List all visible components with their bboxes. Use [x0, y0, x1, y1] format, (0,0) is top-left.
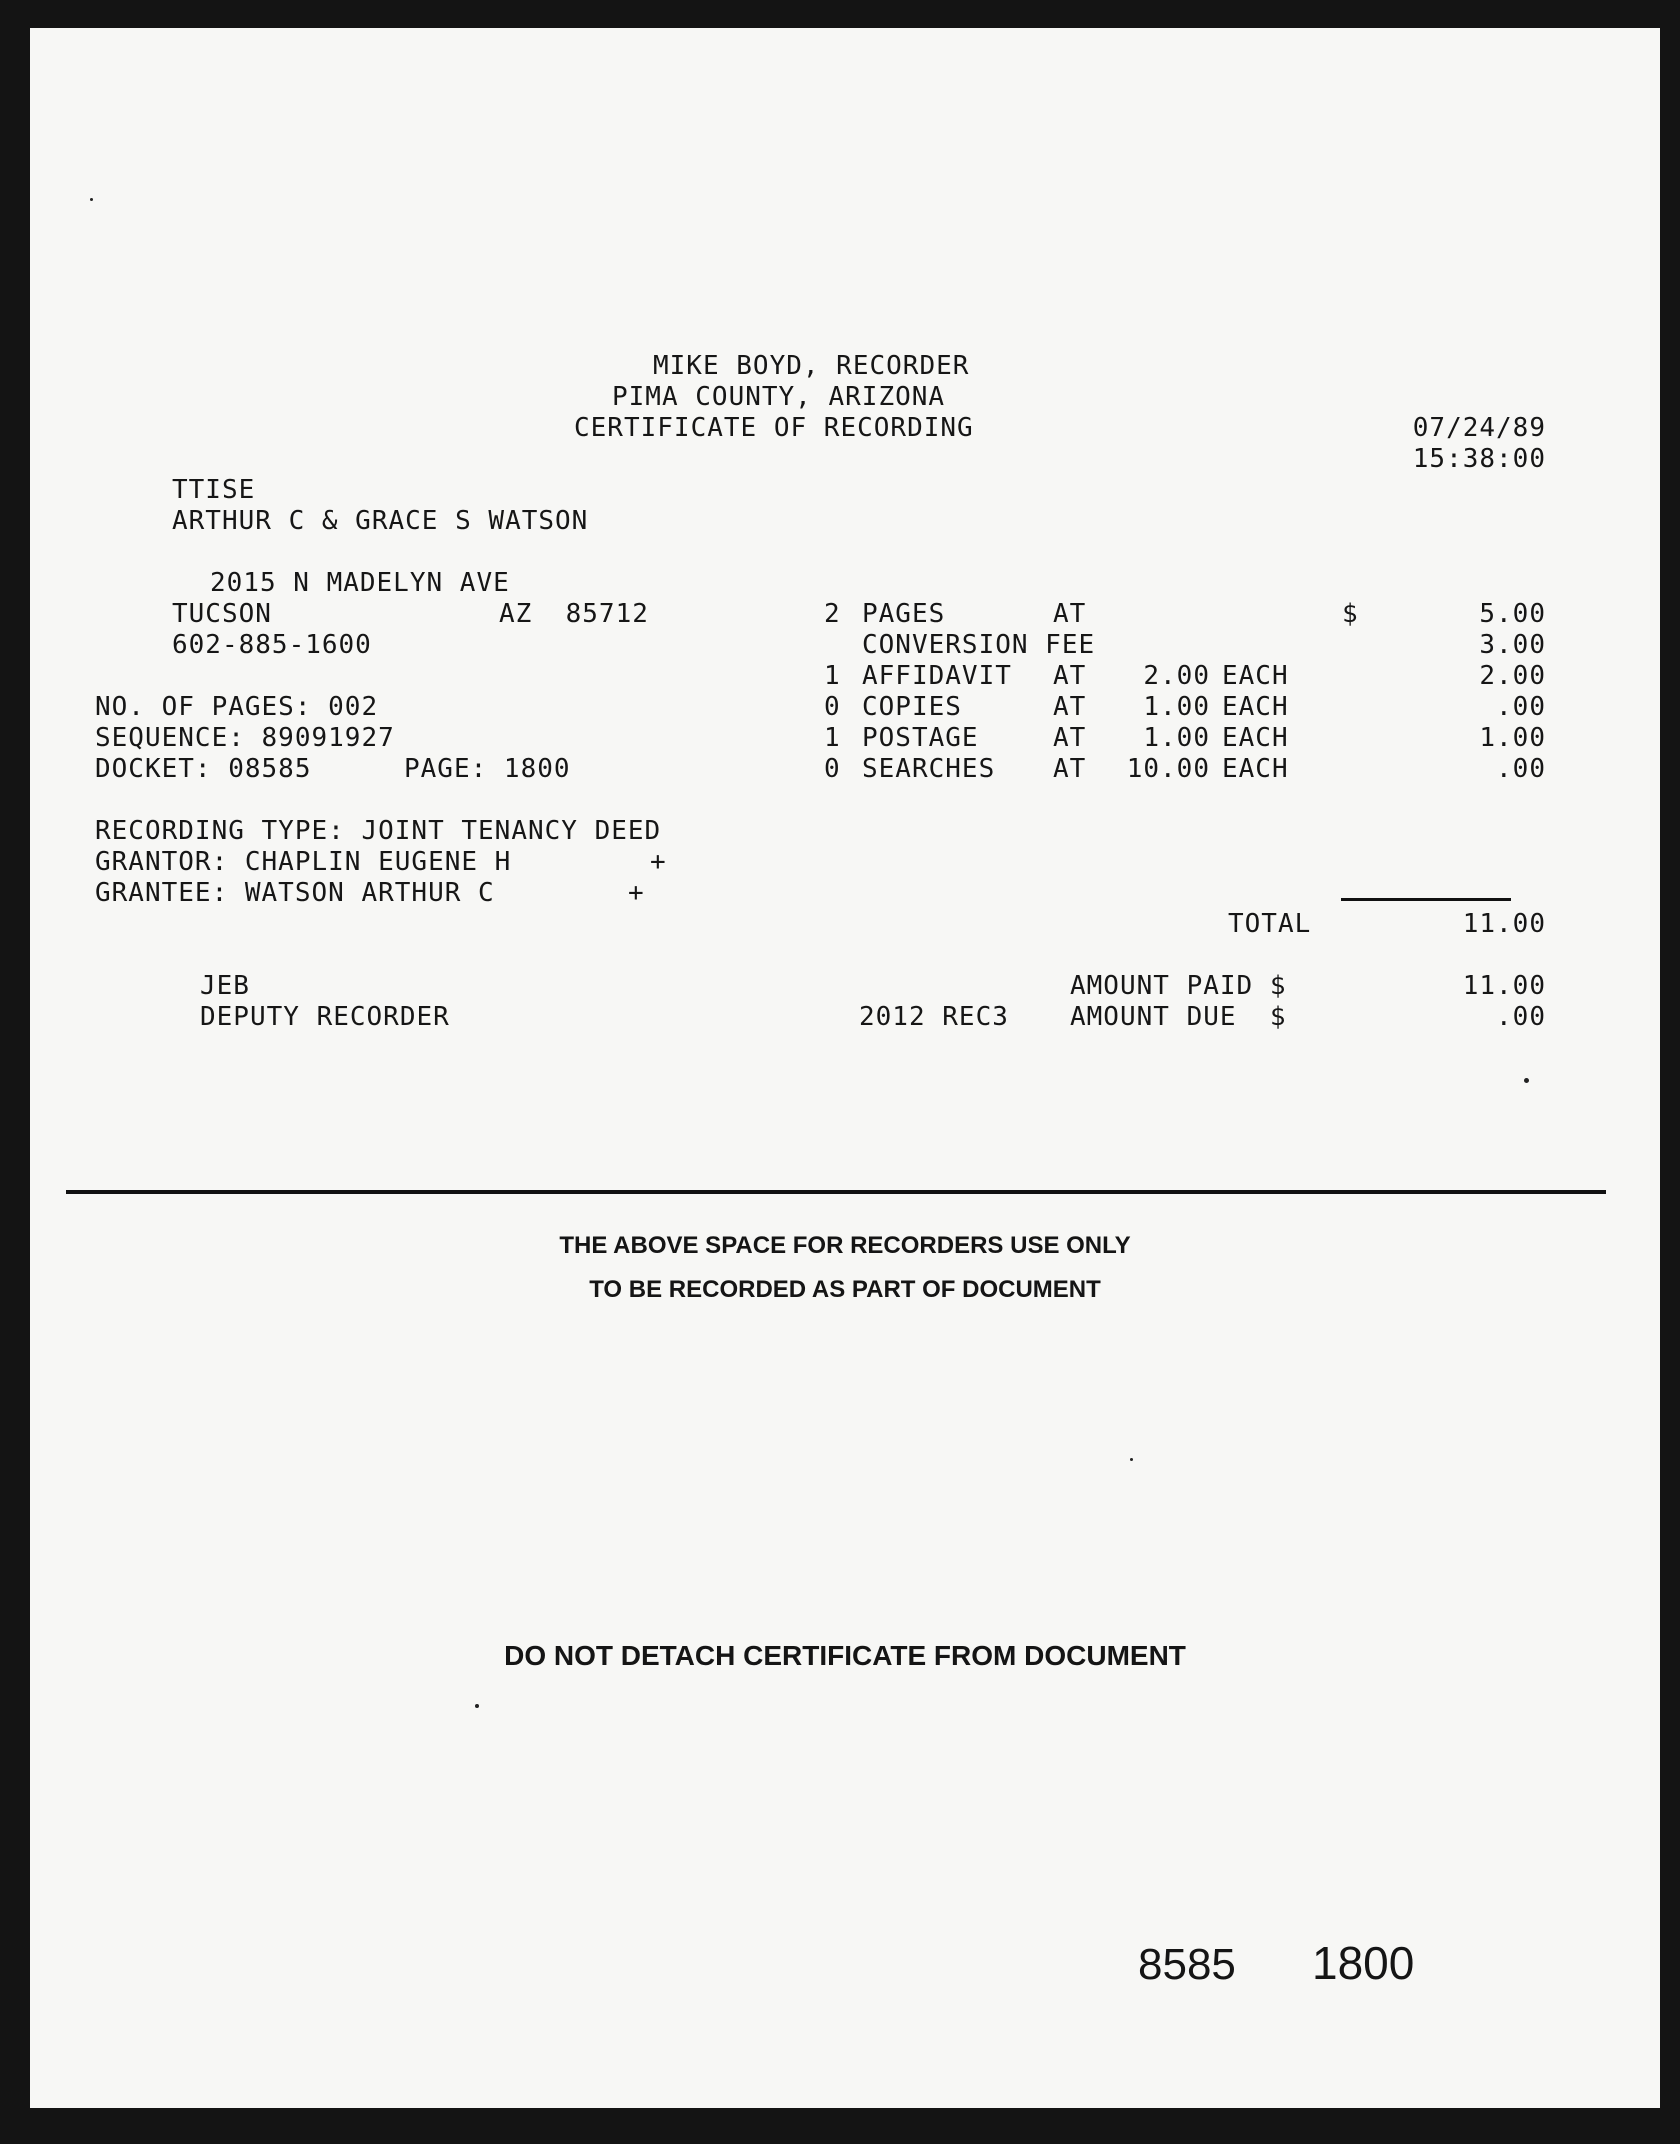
fee-at: AT — [1053, 723, 1087, 753]
fee-amount: .00 — [1496, 754, 1546, 784]
stamp-page: 1800 — [1312, 1937, 1415, 1989]
record-as-part-notice: TO BE RECORDED AS PART OF DOCUMENT — [589, 1276, 1101, 1303]
fee-qty: 0 — [824, 692, 841, 722]
total-label: TOTAL — [1228, 909, 1312, 939]
fee-currency: $ — [1342, 599, 1359, 629]
page-number: PAGE: 1800 — [404, 754, 571, 784]
party-city: TUCSON — [172, 599, 272, 629]
fee-at: AT — [1053, 754, 1087, 784]
amount-paid: 11.00 — [1462, 971, 1546, 1001]
fee-qty: 0 — [824, 754, 841, 784]
fee-rate: 10.00 — [1126, 754, 1210, 784]
fee-amount: 1.00 — [1479, 723, 1546, 753]
fee-item: CONVERSION FEE — [862, 630, 1096, 660]
amount-due: .00 — [1496, 1002, 1546, 1032]
certificate-page — [30, 28, 1660, 2108]
scan-speck — [1130, 1458, 1133, 1461]
docket-number: DOCKET: 08585 — [95, 754, 312, 784]
scan-speck — [1524, 1078, 1529, 1083]
record-time: 15:38:00 — [1412, 444, 1546, 474]
fee-qty: 1 — [824, 723, 841, 753]
party-name: ARTHUR C & GRACE S WATSON — [172, 506, 589, 536]
recorder-name: MIKE BOYD, RECORDER — [653, 351, 970, 381]
fee-item: PAGES — [862, 599, 946, 629]
amount-due-label: AMOUNT DUE $ — [1070, 1002, 1287, 1032]
fee-each: EACH — [1222, 723, 1289, 753]
fee-qty: 2 — [824, 599, 841, 629]
fee-at: AT — [1053, 692, 1087, 722]
fee-each: EACH — [1222, 661, 1289, 691]
fee-item: SEARCHES — [862, 754, 996, 784]
do-not-detach-notice: DO NOT DETACH CERTIFICATE FROM DOCUMENT — [504, 1640, 1186, 1671]
certificate-title: CERTIFICATE OF RECORDING — [574, 413, 974, 443]
fee-amount: 5.00 — [1479, 599, 1546, 629]
fee-amount: .00 — [1496, 692, 1546, 722]
sequence-number: SEQUENCE: 89091927 — [95, 723, 395, 753]
grantor-plus-mark: + — [650, 847, 667, 877]
recorder-space-divider — [66, 1190, 1606, 1194]
fee-each: EACH — [1222, 754, 1289, 784]
scan-speck — [90, 198, 93, 201]
amount-paid-label: AMOUNT PAID $ — [1070, 971, 1287, 1001]
county-name: PIMA COUNTY, ARIZONA — [612, 382, 946, 412]
number-of-pages: NO. OF PAGES: 002 — [95, 692, 379, 722]
grantor: GRANTOR: CHAPLIN EUGENE H — [95, 847, 512, 877]
recorders-use-notice: THE ABOVE SPACE FOR RECORDERS USE ONLY — [559, 1232, 1131, 1259]
fee-at: AT — [1053, 599, 1087, 629]
fee-rate: 1.00 — [1143, 692, 1210, 722]
grantee-plus-mark: + — [628, 878, 645, 908]
party-state-zip: AZ 85712 — [499, 599, 649, 629]
party-code: TTISE — [172, 475, 256, 505]
recording-type: RECORDING TYPE: JOINT TENANCY DEED — [95, 816, 662, 846]
stamp-docket: 8585 — [1138, 1940, 1236, 1989]
deputy-initials: JEB — [200, 971, 250, 1001]
total-underline — [1341, 898, 1511, 901]
register-code: 2012 REC3 — [859, 1002, 1009, 1032]
fee-item: POSTAGE — [862, 723, 979, 753]
fee-rate: 1.00 — [1143, 723, 1210, 753]
record-date: 07/24/89 — [1412, 413, 1546, 443]
grantee: GRANTEE: WATSON ARTHUR C — [95, 878, 495, 908]
party-street: 2015 N MADELYN AVE — [210, 568, 510, 598]
party-phone: 602-885-1600 — [172, 630, 372, 660]
fee-at: AT — [1053, 661, 1087, 691]
fee-item: AFFIDAVIT — [862, 661, 1012, 691]
total-amount: 11.00 — [1462, 909, 1546, 939]
fee-qty: 1 — [824, 661, 841, 691]
scan-speck — [475, 1704, 479, 1708]
fee-amount: 2.00 — [1479, 661, 1546, 691]
fee-rate: 2.00 — [1143, 661, 1210, 691]
fee-item: COPIES — [862, 692, 962, 722]
fee-amount: 3.00 — [1479, 630, 1546, 660]
fee-each: EACH — [1222, 692, 1289, 722]
deputy-title: DEPUTY RECORDER — [200, 1002, 450, 1032]
